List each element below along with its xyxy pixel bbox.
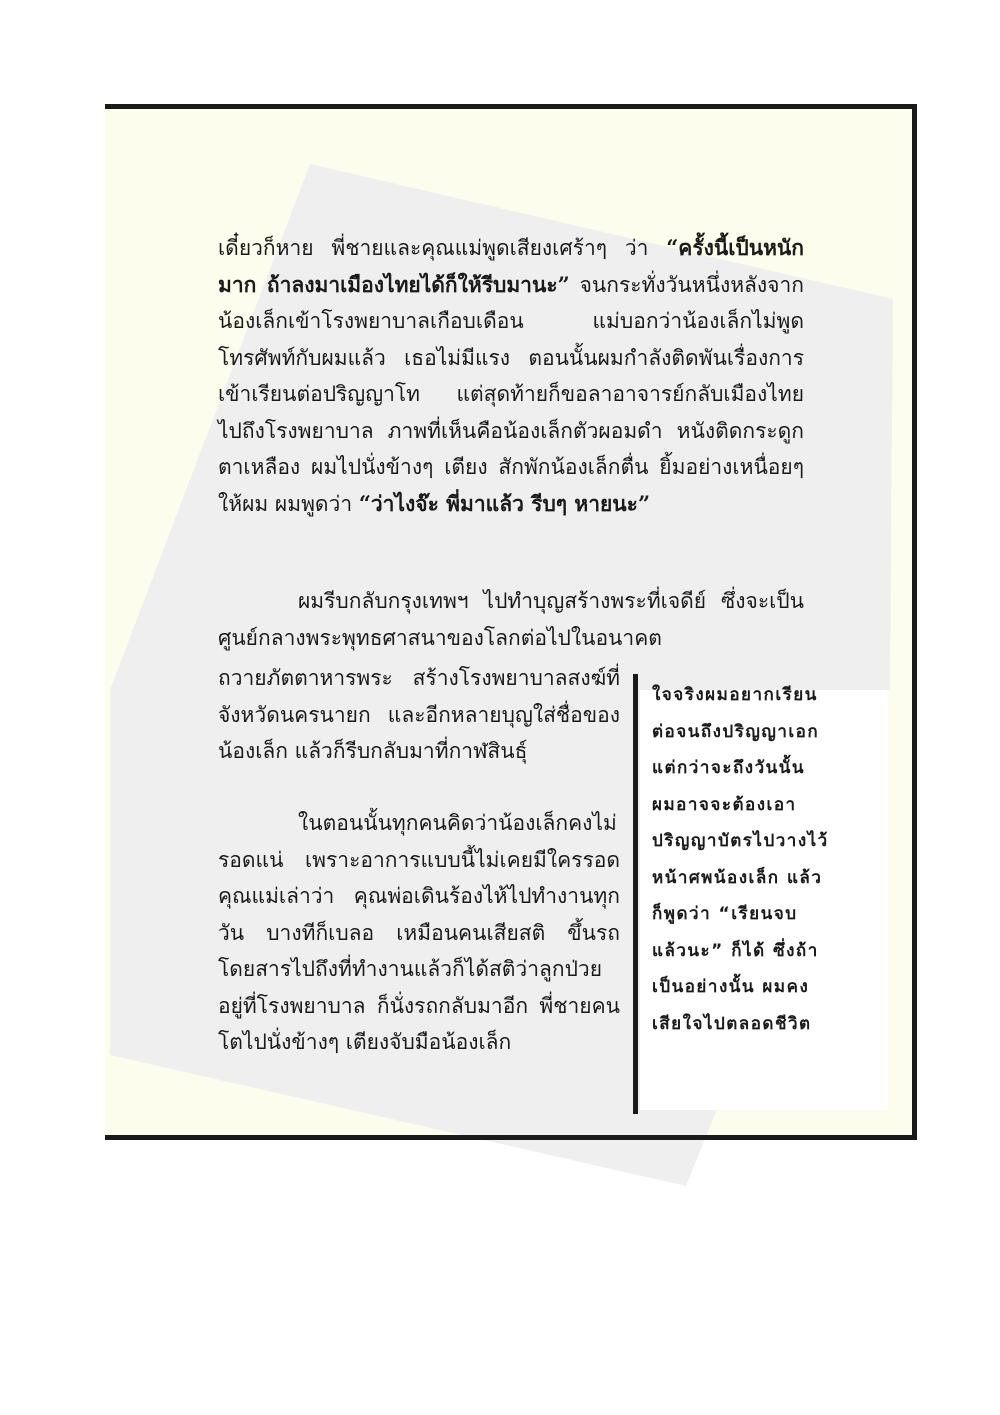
pullquote: ใจจริงผมอยากเรียนต่อจนถึงปริญญาเอก แต่กว่าจะถึงวันนั้น ผมอาจจะต้องเอาปริญญาบัตรไปวางไว้หน้าศพน้องเล็ก แล้วก็พูดว่า “เรียนจบแล้วนะ” ก็ได้ ซึ่งถ้าเป็นอย่างนั้น ผมคงเสียใจไปตลอดชีวิต: [652, 685, 829, 1034]
paragraph-1: [218, 230, 804, 522]
paragraph-2: ผมรีบกลับกรุงเทพฯ ไปทำบุญสร้างพระที่เจดีย์ ซึ่งจะเป็นศูนย์กลางพระพุทธศาสนาของโลกต่อไปในอนาคต: [218, 589, 804, 650]
paragraph-3: ถวายภัตตาหารพระ สร้างโรงพยาบาลสงฆ์ที่จังหวัดนครนายก และอีกหลายบุญใส่ชื่อของน้องเล็ก แล้วก็รีบกลับมาที่กาฬสินธุ์: [218, 666, 620, 763]
paragraph-1-text-a: เดี๋ยวก็หาย พี่ชายและคุณแม่พูดเสียงเศร้าๆ ว่า: [218, 236, 667, 260]
paragraph-1-bold-quote-a: “ครั้งนี้เป็นหนักมาก ถ้าลงมาเมืองไทยได้ก็ให้รีบมานะ”: [218, 235, 804, 297]
frame-border-right: [912, 104, 917, 1140]
paragraph-4: ในตอนนั้นทุกคนคิดว่าน้องเล็กคงไม่รอดแน่ เพราะอาการแบบนี้ไม่เคยมีใครรอด คุณแม่เล่าว่า คุณพ่อเดินร้องไห้ไปทำงานทุกวัน บางทีก็เบลอ เหมือนคนเสียสติ ขึ้นรถโดยสารไปถึงที่ทำงานแล้วก็ได้สติว่าลูกป่วยอยู่ที่โรงพยาบาล ก็นั่งรถกลับมาอีก พี่ชายคนโตไปนั่งข้างๆ เตียงจับมือน้องเล็ก: [218, 811, 620, 1054]
frame-border-top: [105, 104, 917, 109]
pullquote-bar: [633, 674, 638, 1114]
paragraph-1-bold-quote-b: “ว่าไงจ๊ะ พี่มาแล้ว รีบๆ หายนะ”: [358, 490, 651, 516]
frame-border-bottom: [105, 1135, 917, 1140]
paragraph-1-text-b: จนกระทั่งวันหนึ่งหลังจากน้องเล็กเข้าโรงพยาบาลเกือบเดือน แม่บอกว่าน้องเล็กไม่พูดโทรศัพท์กับผมแล้ว เธอไม่มีแรง ตอนนั้นผมกำลังติดพันเรื่องการเข้าเรียนต่อปริญญาโท แต่สุดท้ายก็ขอลาอาจารย์กลับเมืองไทย ไปถึงโรงพยาบาล ภาพที่เห็นคือน้องเล็กตัวผอมดำ หนังติดกระดูก ตาเหลือง ผมไปนั่งข้างๆ เตียง สักพักน้องเล็กตื่น ยิ้มอย่างเหนื่อยๆ ให้ผม ผมพูดว่า: [218, 272, 804, 516]
